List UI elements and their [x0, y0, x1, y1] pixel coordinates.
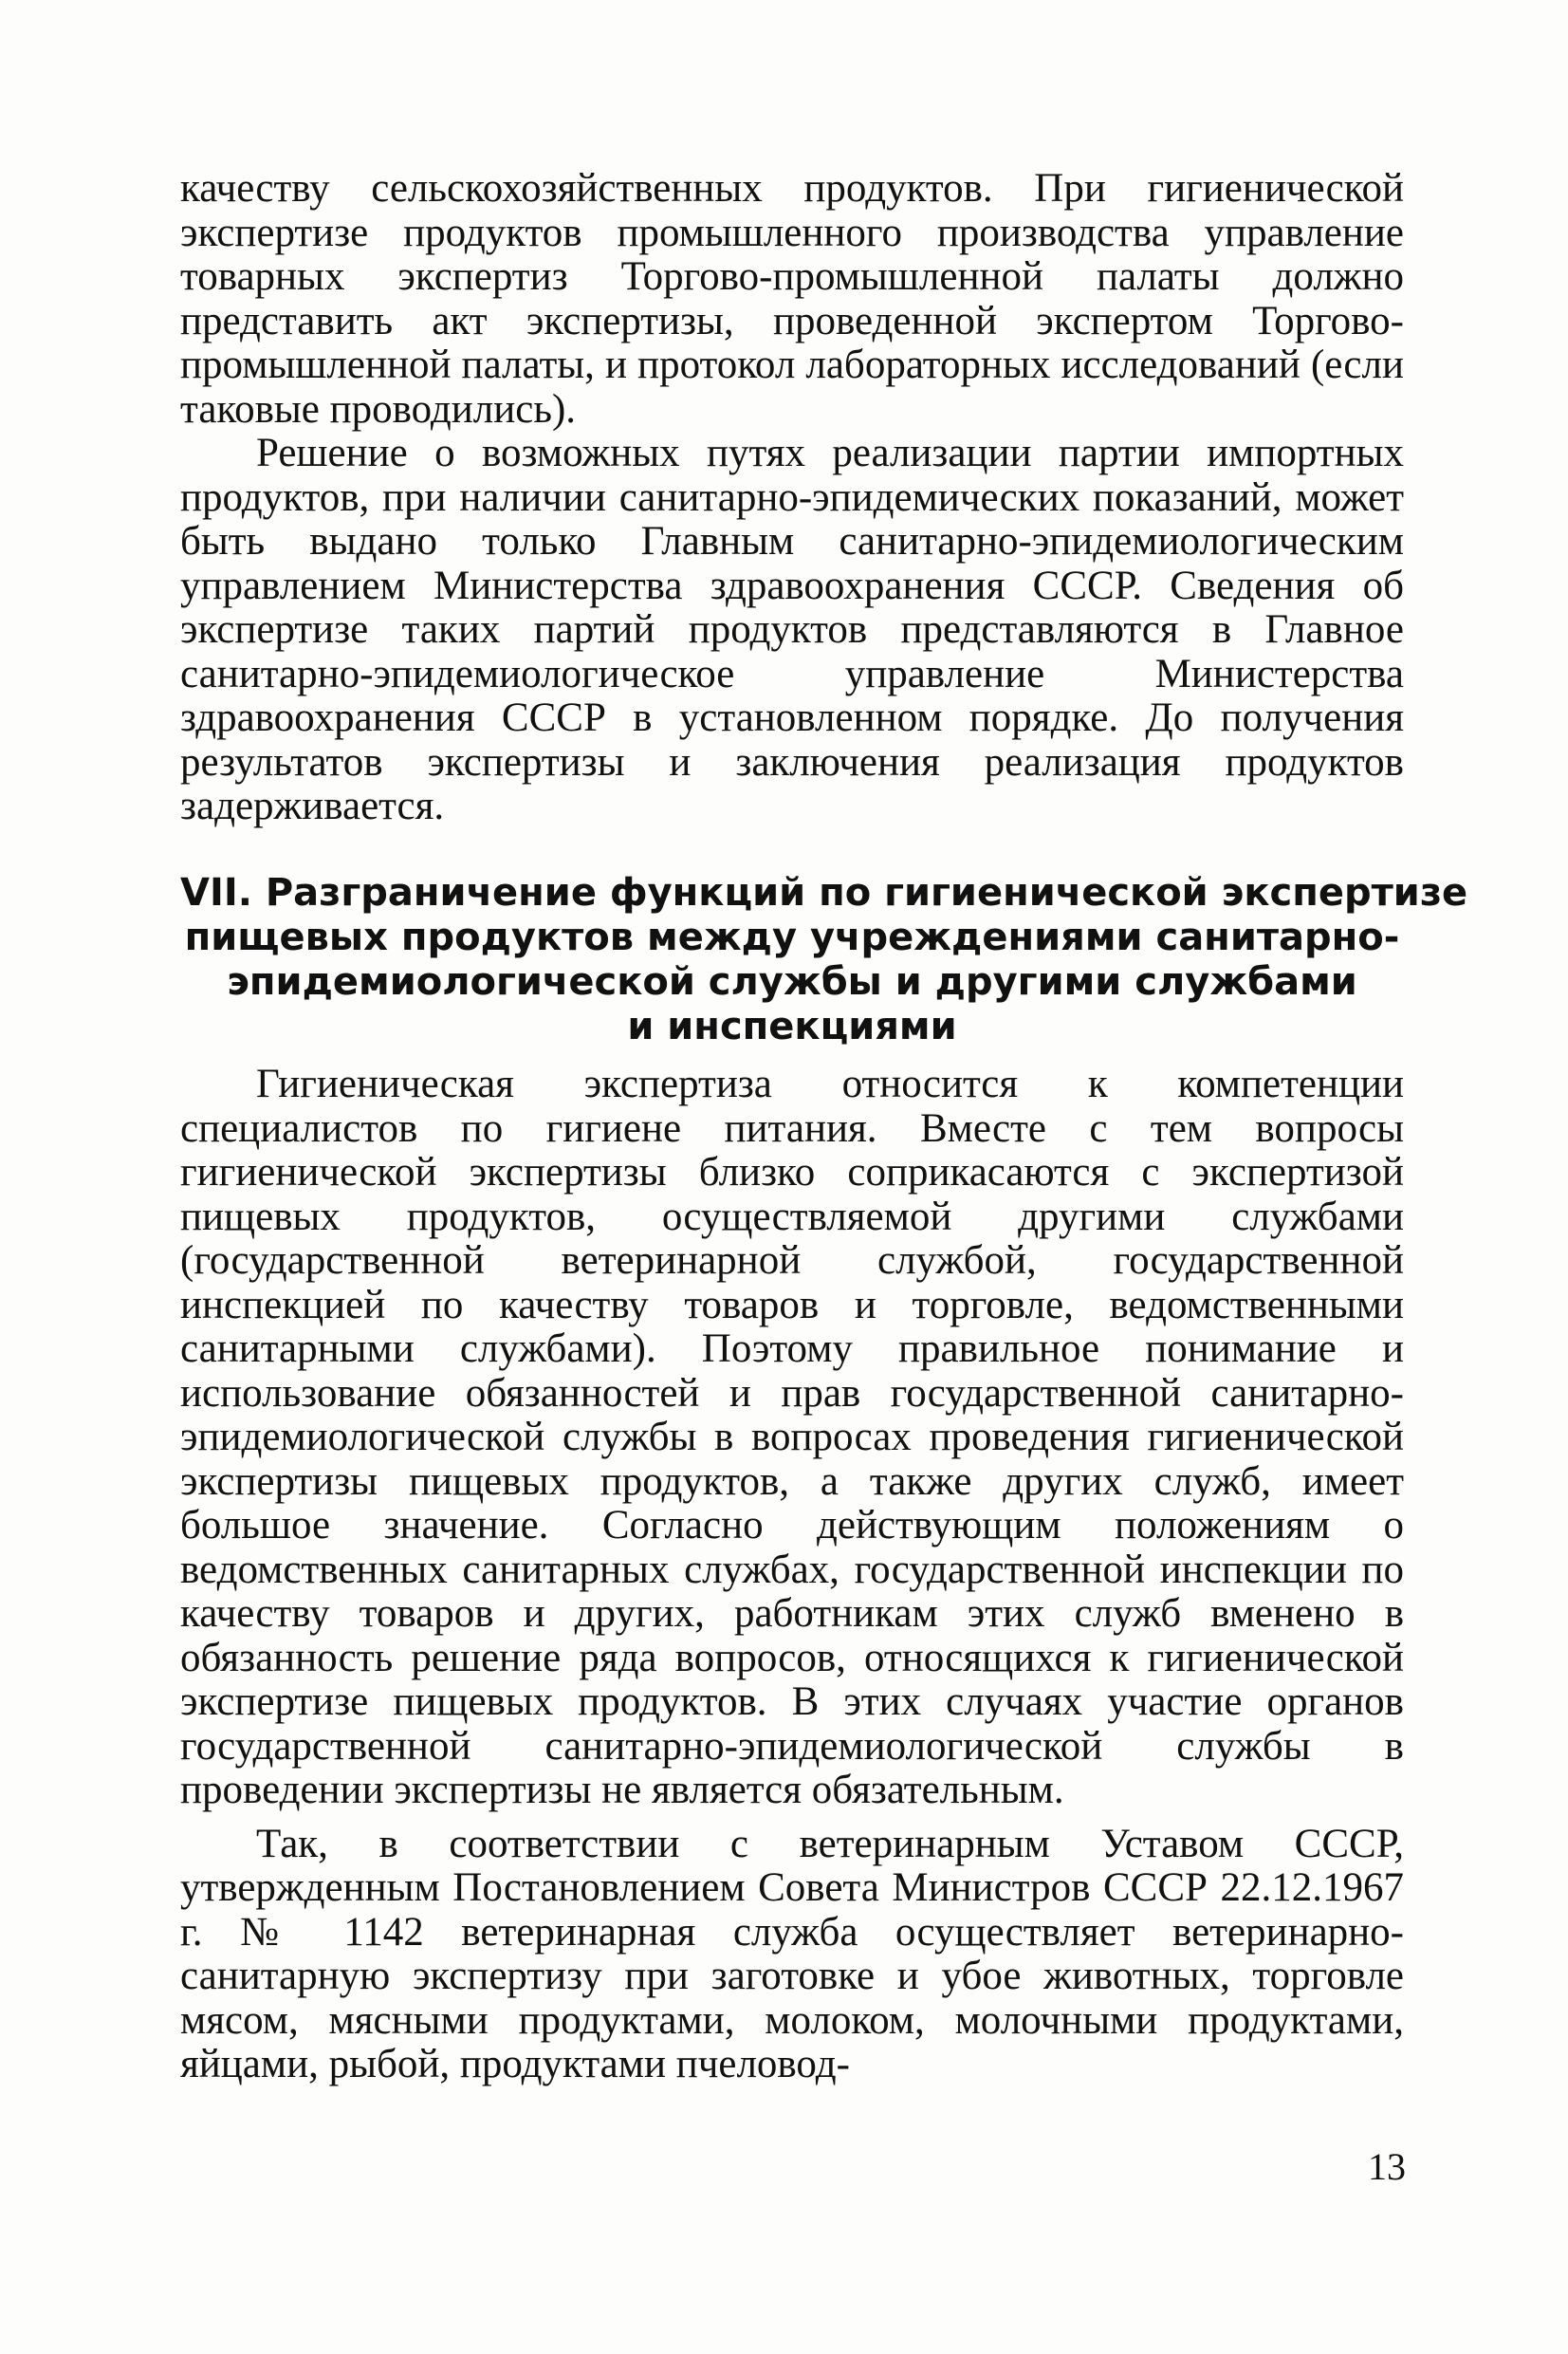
section-heading — [180, 871, 1468, 1049]
page-number: 13 — [1368, 2145, 1406, 2188]
section-heading-line: VII. Разграничение функций по гигиенической экспертизе — [180, 871, 1468, 915]
paragraph: Так, в соответствии с ветеринарным Уставом СССР, утвержденным Постановлением Совета Министров СССР 22.12.1967 г. № 1142 ветеринарная служба осуществляет ветеринарно-санитарную экспертизу при заготовке и убое животных, торговле мясом, мясными продуктами, молоком, молочными продуктами, яйцами, рыбой, продуктами пчеловод- — [180, 1821, 1404, 2086]
paragraph: Решение о возможных путях реализации партии импортных продуктов, при наличии санитарно-эпидемических показаний, может быть выдано только Главным санитарно-эпидемиологическим управлением Министерства здравоохранения СССР. Сведения об экспертизе таких партий продуктов представляются в Главное санитарно-эпидемиологическое управление Министерства здравоохранения СССР в установленном порядке. До получения результатов экспертизы и заключения реализация продуктов задерживается. — [180, 431, 1404, 828]
paragraph-group-top — [180, 432, 1404, 829]
section-heading-line: пищевых продуктов между учреждениями санитарно- — [184, 916, 1400, 959]
paragraph: Гигиеническая экспертиза относится к компетенции специалистов по гигиене питания. Вместе с тем вопросы гигиенической экспертизы близко соприкасаются с экспертизой пищевых продуктов, осуществляемой другими службами (государственной ветеринарной службой, государственной инспекцией по качеству товаров и торговле, ведомственными санитарными службами). Поэтому правильное понимание и использование обязанностей и прав государственной санитарно-эпидемиологической службы в вопросах проведения гигиенической экспертизы пищевых продуктов, а также других служб, имеет большое значение. Согласно действующим положениям о ведомственных санитарных службах, государственной инспекции по качеству товаров и других, работникам этих служб вменено в обязанность решение ряда вопросов, относящихся к гигиенической экспертизе пищевых продуктов. В этих случаях участие органов государственной санитарно-эпидемиологической службы в проведении экспертизы не является обязательным. — [180, 1062, 1404, 1812]
paragraph-group-bottom — [180, 1063, 1404, 2087]
section-heading-line: эпидемиологической службы и другими службами — [227, 960, 1357, 1004]
section-heading-line: и инспекциями — [627, 1005, 957, 1048]
paragraph: качеству сельскохозяйственных продуктов. При гигиенической экспертизе продуктов промышленного производства управление товарных экспертиз Торгово-промышленной палаты должно представить акт экспертизы, проведенной экспертом Торгово-промышленной палаты, и протокол лабораторных исследований (если таковые проводились). — [180, 166, 1404, 432]
paragraph-continuation — [180, 167, 1404, 432]
